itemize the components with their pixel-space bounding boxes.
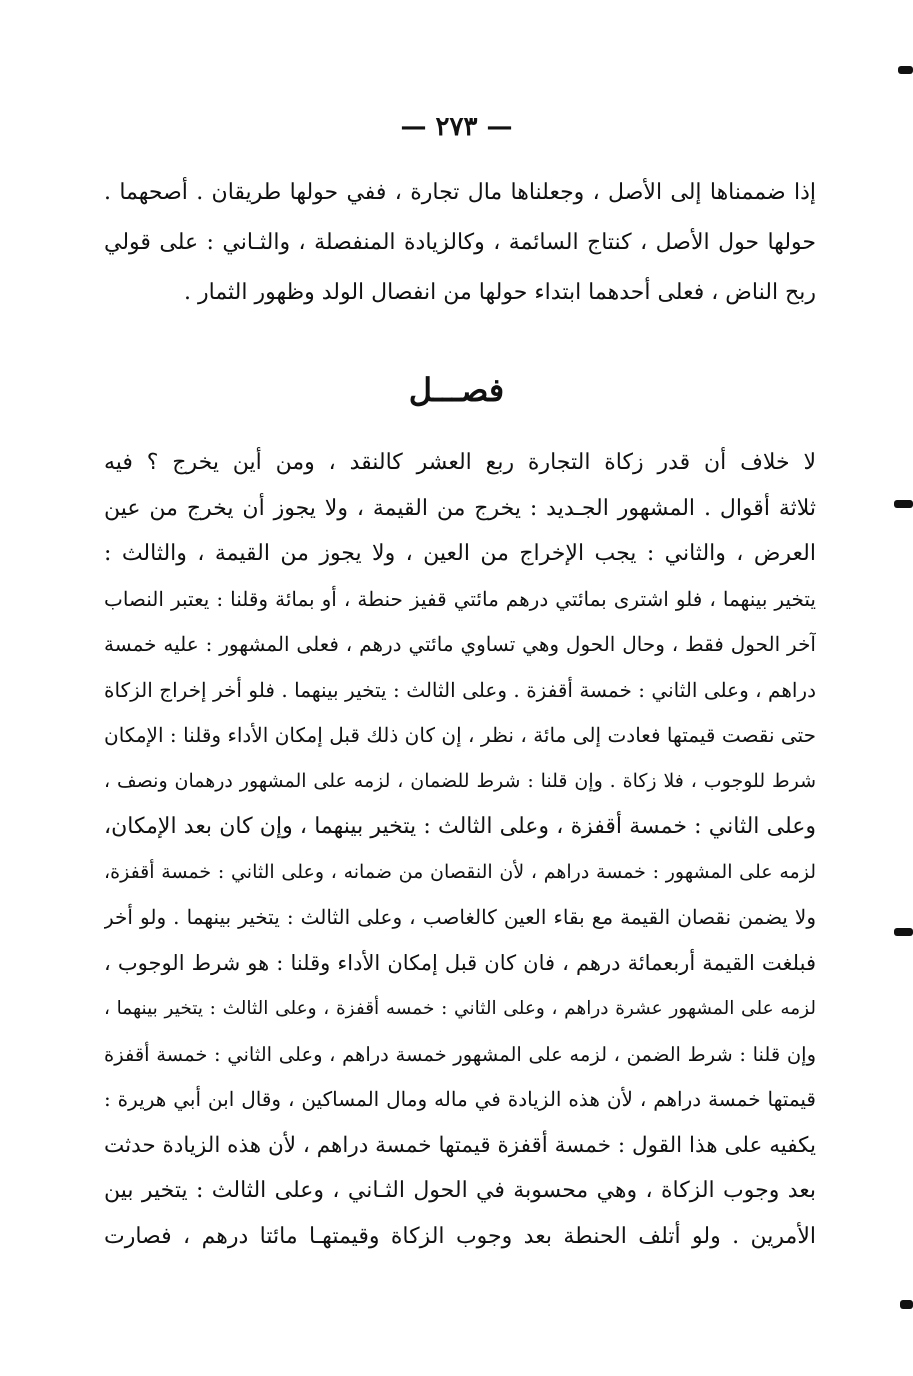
text-line: قيمتها خمسة دراهم ، لأن هذه الزيادة في ماله ومال المساكين ، وقال ابن أبي هريرة : — [104, 1087, 816, 1111]
text-line: بعد وجوب الزكاة ، وهي محسوبة في الحول الثـاني ، وعلى الثالث : يتخير بين — [104, 1178, 816, 1203]
text-line: دراهم ، وعلى الثاني : خمسة أقفزة . وعلى الثالث : يتخير بينهما . فلو أخر إخراج الزكاة — [104, 677, 816, 702]
text-line: وإن قلنا : شرط الضمن ، لزمه على المشهور خمسة دراهم ، وعلى الثاني : خمسة أقفزة — [104, 1042, 816, 1066]
text-line: فبلغت القيمة أربعمائة درهم ، فان كان قبل إمكان الأداء وقلنا : هو شرط الوجوب ، — [104, 950, 816, 975]
text-line: ربح الناض ، فعلى أحدهما ابتداء حولها من انفصال الولد وظهور الثمار . — [184, 280, 816, 305]
text-line: آخر الحول فقط ، وحال الحول وهي تساوي مائتي درهم ، فعلى المشهور : عليه خمسة — [104, 632, 816, 656]
text-line: ثلاثة أقوال . المشهور الجـديد : يخرج من القيمة ، ولا يجوز أن يخرج من عين — [104, 495, 816, 521]
margin-mark — [900, 1300, 913, 1309]
text-line: يتخير بينهما ، فلو اشترى بمائتي درهم مائتي قفيز حنطة ، أو بمائة وقلنا : يعتبر النصاب — [104, 586, 816, 611]
intro-paragraph — [104, 168, 816, 318]
text-line: يكفيه على هذا القول : خمسة أقفزة قيمتها خمسة دراهم ، لأن هذه الزيادة حدثت — [104, 1132, 816, 1158]
margin-mark — [894, 928, 913, 936]
body-paragraph — [104, 440, 816, 1259]
text-line: وعلى الثاني : خمسة أقفزة ، وعلى الثالث : يتخير بينهما ، وإن كان بعد الإمكان، — [104, 814, 816, 839]
text-line: العرض ، والثاني : يجب الإخراج من العين ، ولا يجوز من القيمة ، والثالث : — [104, 541, 816, 566]
text-line: لزمه على المشهور : خمسة دراهم ، لأن النقصان من ضمانه ، وعلى الثاني : خمسة أقفزة، — [104, 860, 816, 883]
text-line: إذا ضممناها إلى الأصل ، وجعلناها مال تجارة ، ففي حولها طريقان . أصحهما . — [104, 180, 816, 205]
text-line: حولها حول الأصل ، كنتاج السائمة ، وكالزيادة المنفصلة ، والثـاني : على قولي — [104, 230, 816, 255]
text-line: شرط للوجوب ، فلا زكاة . وإن قلنا : شرط للضمان ، لزمه على المشهور درهمان ونصف ، — [104, 769, 816, 792]
text-line: لا خلاف أن قدر زكاة التجارة ربع العشر كالنقد ، ومن أين يخرج ؟ فيه — [104, 450, 816, 475]
margin-mark — [898, 66, 913, 74]
text-line: لزمه على المشهور عشرة دراهم ، وعلى الثاني : خمسه أقفزة ، وعلى الثالث : يتخير بينهما ، — [104, 998, 816, 1019]
margin-mark — [894, 500, 913, 508]
text-line: حتى نقصت قيمتها فعادت إلى مائة ، نظر ، إن كان ذلك قبل إمكان الأداء وقلنا : الإمكان — [104, 723, 816, 747]
text-line: الأمرين . ولو أتلف الحنطة بعد وجوب الزكاة وقيمتهـا مائتا درهم ، فصارت — [104, 1223, 816, 1249]
section-title: فصـــل — [408, 371, 505, 409]
text-line: ولا يضمن نقصان القيمة مع بقاء العين كالغاصب ، وعلى الثالث : يتخير بينهما . ولو أخر — [104, 905, 816, 929]
page-number: — ٢٧٣ — — [400, 112, 513, 142]
